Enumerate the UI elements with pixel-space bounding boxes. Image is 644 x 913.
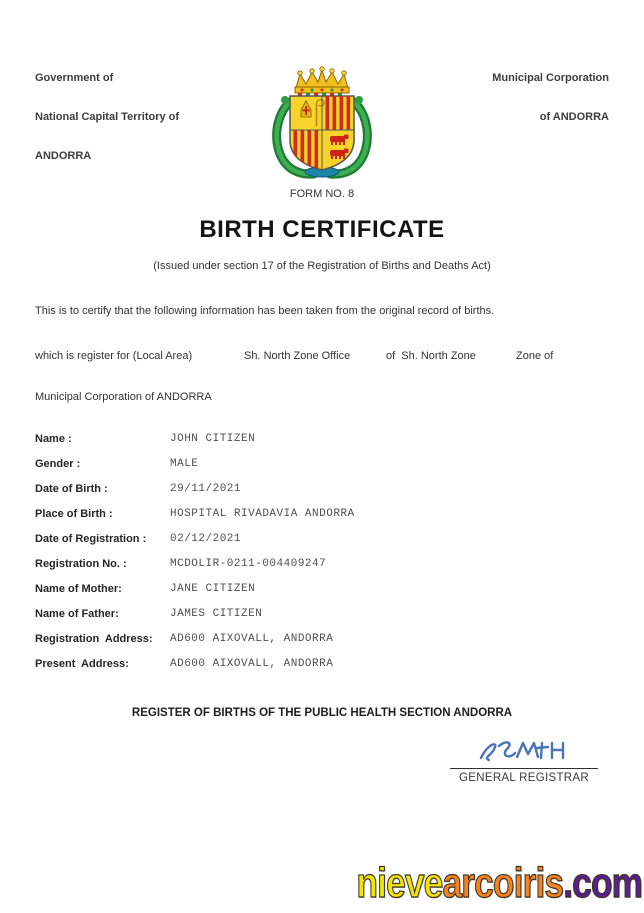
issuer-left-line: National Capital Territory of [35,111,180,123]
field-label: Gender : [35,457,81,470]
issuer-left-line: ANDORRA [35,150,92,162]
field-value: MALE [170,457,199,470]
field-row-present-address [0,651,644,676]
watermark-segment: .com [563,859,642,906]
field-row-date-of-registration [0,526,644,551]
issuer-right-block [492,46,609,150]
field-value: AD600 AIXOVALL, ANDORRA [170,632,334,645]
field-value: JANE CITIZEN [170,582,256,595]
field-label: Name of Mother: [35,582,122,595]
field-row-gender [0,451,644,476]
field-value: 02/12/2021 [170,532,242,545]
watermark-website [356,859,642,907]
form-number: FORM NO. 8 [289,188,355,200]
fields-table [0,426,644,676]
certificate-subtitle: (Issued under section 17 of the Registration of Births and Deaths Act) [153,260,491,272]
certify-statement: This is to certify that the following information has been taken from the original record of births. [35,305,495,317]
register-area-line [0,350,644,364]
field-label: Date of Birth : [35,482,108,495]
field-label: Date of Registration : [35,532,147,545]
field-label: Registration No. : [35,557,127,570]
issuer-left-line: Government of [35,72,114,84]
registrar-signature-icon [469,736,579,766]
andorra-coat-of-arms-icon [270,63,374,179]
field-label: Name of Father: [35,607,119,620]
field-row-name [0,426,644,451]
field-row-registration-no [0,551,644,576]
field-label: Name : [35,432,72,445]
register-line-lead: which is register for (Local Area) [35,350,193,362]
field-row-registration-address [0,626,644,651]
registrar-signature-block [450,736,598,784]
registrar-label: GENERAL REGISTRAR [459,772,589,784]
field-value: HOSPITAL RIVADAVIA ANDORRA [170,507,355,520]
issuer-right-line: of ANDORRA [539,111,609,123]
issuer-right-line: Municipal Corporation [492,72,609,84]
watermark-segment: arcoiris [442,859,564,906]
field-label: Present Address: [35,657,129,670]
field-row-mother-name [0,576,644,601]
field-value: JAMES CITIZEN [170,607,263,620]
register-line-tail: Zone of [516,350,554,362]
field-label: Registration Address: [35,632,153,645]
certificate-title: BIRTH CERTIFICATE [199,216,445,243]
watermark-segment: nieve [356,859,443,906]
field-row-date-of-birth [0,476,644,501]
field-value: JOHN CITIZEN [170,432,256,445]
field-value: 29/11/2021 [170,482,242,495]
field-row-place-of-birth [0,501,644,526]
field-label: Place of Birth : [35,507,113,520]
issuer-left-block [35,46,179,189]
register-zone: of Sh. North Zone [386,350,476,362]
field-value: MCDOLIR-0211-004409247 [170,557,327,570]
field-value: AD600 AIXOVALL, ANDORRA [170,657,334,670]
field-row-father-name [0,601,644,626]
register-office: Sh. North Zone Office [244,350,351,362]
register-of-births-heading: REGISTER OF BIRTHS OF THE PUBLIC HEALTH SECTION ANDORRA [131,707,513,719]
municipal-corporation-line: Municipal Corporation of ANDORRA [35,391,212,403]
